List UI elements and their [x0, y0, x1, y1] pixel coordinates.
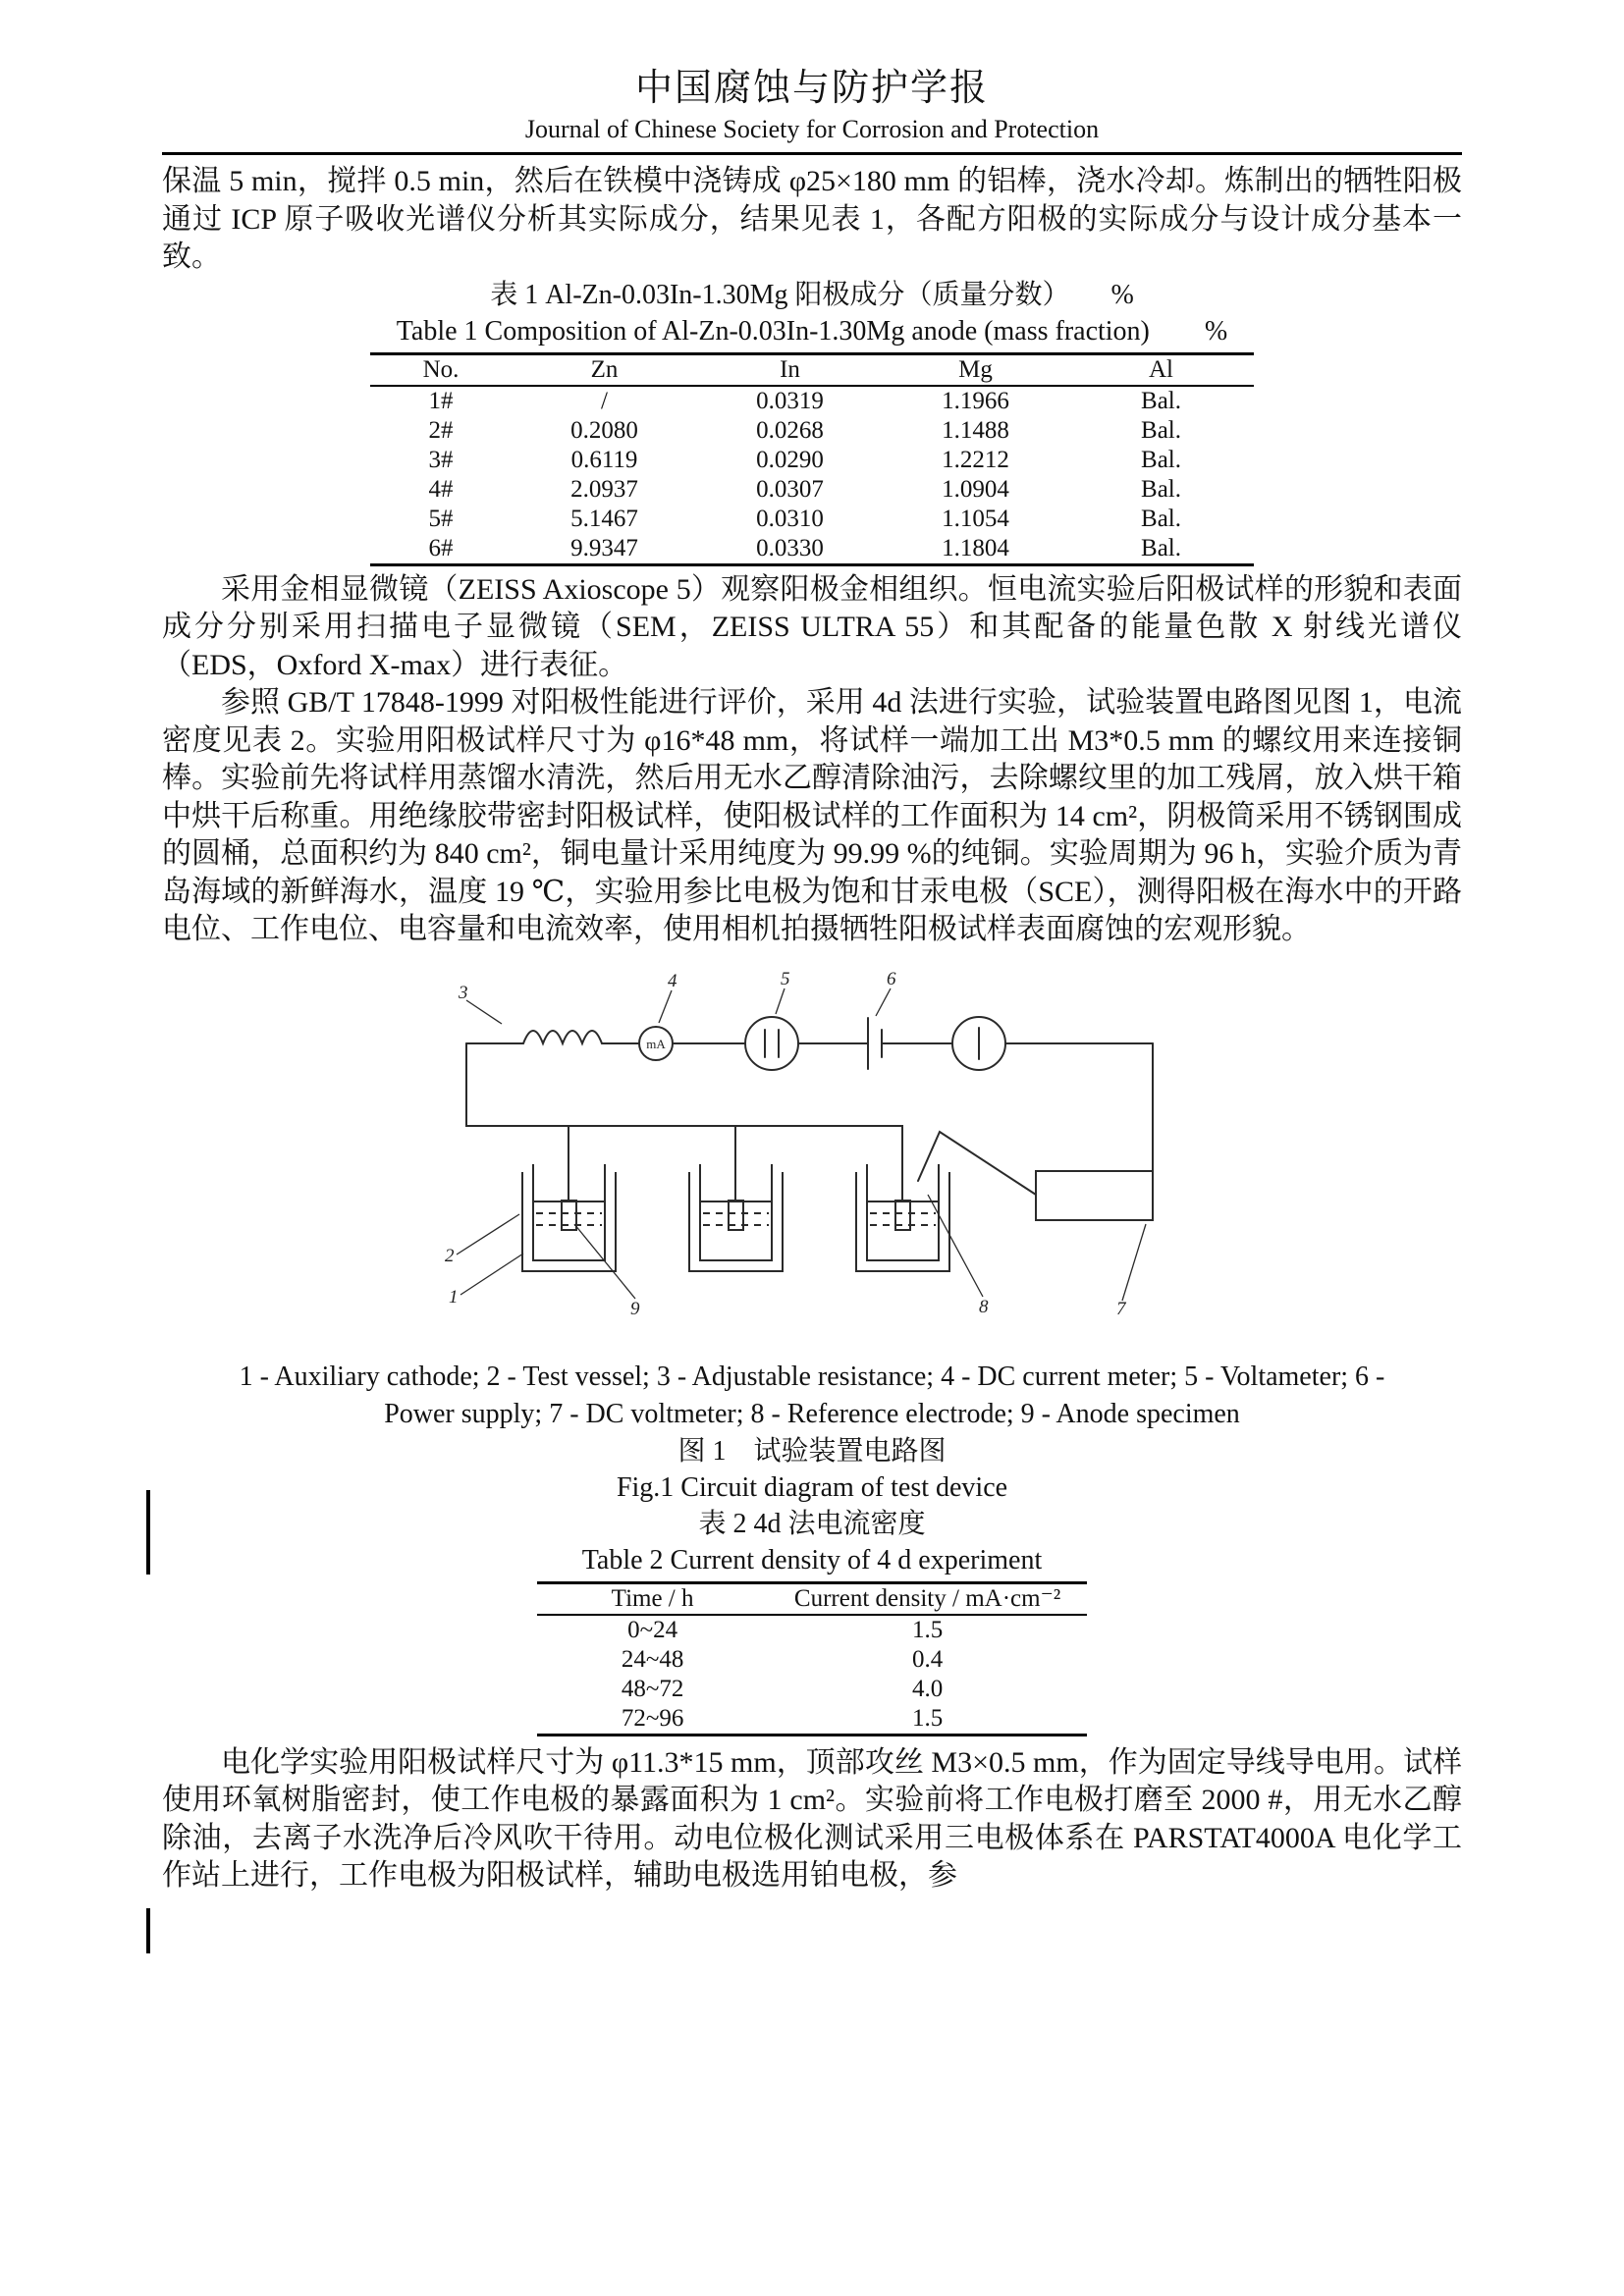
table-row — [370, 416, 1254, 446]
dc-voltmeter-rect — [1036, 1171, 1153, 1220]
leader-8 — [928, 1195, 983, 1297]
paragraph-experiment-setup: 参照 GB/T 17848-1999 对阳极性能进行评价，采用 4d 法进行实验，试验装置电路图见图 1，电流密度见表 2。实验用阳极试样尺寸为 φ16*48 mm，将试样一端加工出 M3*0.5 mm 的螺纹用来连接铜棒。实验前先将试样用蒸馏水清洗，然后用无水乙醇清除油污，去除螺纹里的加工残屑，放入烘干箱中烘干后称重。用绝缘胶带密封阳极试样，使阳极试样的工作面积为 14 cm²，阴极筒采用不锈钢围成的圆桶，总面积约为 840 cm²，铜电量计采用纯度为 99.99 %的纯铜。实验周期为 96 h，实验介质为青岛海域的新鲜海水，温度 19 ℃，实验用参比电极为饱和甘汞电极（SCE），测得阳极在海水中的开路电位、工作电位、电容量和电流效率，使用相机拍摄牺牲阳极试样表面腐蚀的宏观形貌。 — [162, 686, 1462, 945]
figure1-legend: 1 - Auxiliary cathode; 2 - Test vessel; 3 - Adjustable resistance; 4 - DC current meter; 5 - Voltameter; 6 - Power supply; 7 - DC voltmeter; 8 - Reference electrode; 9 - Anode specimen — [239, 1361, 1385, 1429]
cell-in: 0.0310 — [756, 505, 824, 532]
table2-caption-cn: 表 2 4d 法电流密度 — [698, 1508, 926, 1539]
journal-title-cn: 中国腐蚀与防护学报 — [634, 68, 989, 109]
cell-al: Bal. — [1141, 505, 1181, 532]
figure1-caption-en: Fig.1 Circuit diagram of test device — [616, 1471, 1008, 1503]
table-row — [537, 1645, 1087, 1675]
figure-label-8: 8 — [979, 1296, 989, 1317]
table-row — [370, 446, 1254, 475]
table1-col-al: Al — [1149, 355, 1173, 383]
figure1-caption-cn: 图 1 试验装置电路图 — [677, 1435, 947, 1467]
cell-time: 48~72 — [621, 1675, 684, 1702]
leader-5 — [776, 988, 785, 1014]
ammeter-label: mA — [646, 1036, 666, 1051]
cell-time: 72~96 — [621, 1704, 684, 1732]
figure-label-9: 9 — [630, 1298, 640, 1319]
table2-caption-en: Table 2 Current density of 4 d experiment — [581, 1544, 1043, 1575]
leader-6 — [876, 988, 891, 1016]
cell-no: 5# — [428, 505, 454, 532]
header-rule — [162, 152, 1462, 155]
table2-current-density — [537, 1581, 1087, 1736]
journal-title-en: Journal of Chinese Society for Corrosion and Protection — [524, 115, 1100, 143]
cell-no: 4# — [428, 475, 454, 503]
cell-no: 3# — [428, 446, 454, 473]
cell-mg: 1.1966 — [942, 387, 1009, 414]
revision-bar-2 — [146, 1908, 150, 1953]
paragraph-microscopy: 采用金相显微镜（ZEISS Axioscope 5）观察阳极金相组织。恒电流实验后阳极试样的形貌和表面成分分别采用扫描电子显微镜（SEM，ZEISS ULTRA 55）和其配备的能量色散 X 射线光谱仪（EDS，Oxford X-max）进行表征。 — [162, 572, 1462, 681]
leader-7 — [1122, 1224, 1146, 1301]
table-row — [537, 1704, 1087, 1735]
table-row — [370, 386, 1254, 416]
cell-in: 0.0290 — [756, 446, 824, 473]
table-row — [370, 534, 1254, 565]
wire-left — [466, 1043, 568, 1201]
cell-time: 0~24 — [627, 1616, 678, 1643]
voltameter-plates — [765, 1030, 779, 1057]
cell-zn: / — [601, 387, 608, 414]
cell-al: Bal. — [1141, 387, 1181, 414]
figure-label-2: 2 — [445, 1245, 455, 1266]
cell-zn: 0.2080 — [570, 416, 638, 444]
cell-zn: 9.9347 — [570, 534, 638, 561]
table2-col-time: Time / h — [611, 1584, 694, 1612]
figure1-circuit-diagram — [429, 967, 1195, 1355]
cell-density: 0.4 — [911, 1645, 944, 1673]
cell-al: Bal. — [1141, 416, 1181, 444]
liquid-hatch — [870, 1213, 936, 1225]
cell-mg: 1.1488 — [942, 416, 1009, 444]
table-row — [537, 1675, 1087, 1704]
cell-density: 1.5 — [911, 1704, 944, 1732]
cell-density: 4.0 — [911, 1675, 944, 1702]
leader-2 — [457, 1214, 519, 1255]
page-content — [162, 0, 1462, 1896]
table1-caption-cn: 表 1 Al-Zn-0.03In-1.30Mg 阳极成分（质量分数） % — [490, 279, 1134, 310]
cell-mg: 1.2212 — [942, 446, 1009, 473]
journal-header — [162, 57, 1462, 155]
circuit-diagram-svg — [429, 967, 1195, 1355]
table-row — [370, 505, 1254, 534]
leader-1 — [460, 1254, 523, 1295]
cell-in: 0.0307 — [756, 475, 824, 503]
table1-col-mg: Mg — [958, 355, 993, 383]
cell-zn: 0.6119 — [570, 446, 638, 473]
cell-al: Bal. — [1141, 534, 1181, 561]
adjustable-resistance-coil — [523, 1031, 602, 1043]
cell-al: Bal. — [1141, 475, 1181, 503]
cell-in: 0.0330 — [756, 534, 824, 561]
paragraph-electrochemical: 电化学实验用阳极试样尺寸为 φ11.3*15 mm，顶部攻丝 M3×0.5 mm，作为固定导线导电用。试样使用环氧树脂密封，使工作电极的暴露面积为 1 cm²。实验前将工作电极打磨至 2000 #，用无水乙醇除油，去离子水洗净后冷风吹干待用。动电位极化测试采用三电极体系在 PARSTAT4000A 电化学工作站上进行，工作电极为阳极试样，辅助电极选用铂电极，参 — [162, 1745, 1462, 1892]
table1-header-row — [370, 353, 1254, 386]
table-row — [537, 1615, 1087, 1645]
cell-zn: 2.0937 — [570, 475, 638, 503]
cell-zn: 5.1467 — [570, 505, 638, 532]
figure-label-6: 6 — [887, 968, 896, 989]
figure-label-5: 5 — [781, 968, 790, 989]
liquid-hatch — [536, 1213, 602, 1225]
cell-in: 0.0268 — [756, 416, 824, 444]
table-row — [370, 475, 1254, 505]
cell-mg: 1.1054 — [942, 505, 1009, 532]
wire-bus-3 — [735, 1126, 902, 1201]
paragraph-casting: 保温 5 min，搅拌 0.5 min，然后在铁模中浇铸成 φ25×180 mm 的铝棒，浇水冷却。炼制出的牺牲阳极通过 ICP 原子吸收光谱仪分析其实际成分，结果见表 1，各配方阳极的实际成分与设计成分基本一致。 — [162, 165, 1462, 273]
cell-no: 2# — [428, 416, 454, 444]
figure-label-7: 7 — [1116, 1298, 1126, 1319]
table2-col-density: Current density / mA·cm⁻² — [793, 1584, 1061, 1612]
table1-caption-en: Table 1 Composition of Al-Zn-0.03In-1.30Mg anode (mass fraction) % — [396, 315, 1228, 347]
table1-col-zn: Zn — [590, 355, 619, 383]
wire-bus-2 — [568, 1126, 735, 1201]
leader-3 — [466, 1000, 502, 1024]
cell-al: Bal. — [1141, 446, 1181, 473]
cell-in: 0.0319 — [756, 387, 824, 414]
cell-no: 1# — [428, 387, 454, 414]
cell-no: 6# — [428, 534, 454, 561]
table1-col-no: No. — [422, 355, 460, 383]
table1-composition — [370, 352, 1254, 566]
voltameter-circle — [745, 1017, 798, 1070]
cell-density: 1.5 — [911, 1616, 944, 1643]
revision-bar-1 — [146, 1490, 150, 1575]
liquid-hatch — [703, 1213, 769, 1225]
cell-time: 24~48 — [621, 1645, 684, 1673]
figure-label-3: 3 — [459, 982, 468, 1003]
reference-electrode-wire — [918, 1132, 1036, 1195]
table2-header-row — [537, 1582, 1087, 1615]
table1-col-in: In — [780, 355, 800, 383]
cell-mg: 1.1804 — [942, 534, 1009, 561]
leader-4 — [659, 990, 672, 1023]
figure-label-4: 4 — [668, 970, 677, 991]
cell-mg: 1.0904 — [942, 475, 1009, 503]
figure-label-1: 1 — [449, 1286, 459, 1308]
